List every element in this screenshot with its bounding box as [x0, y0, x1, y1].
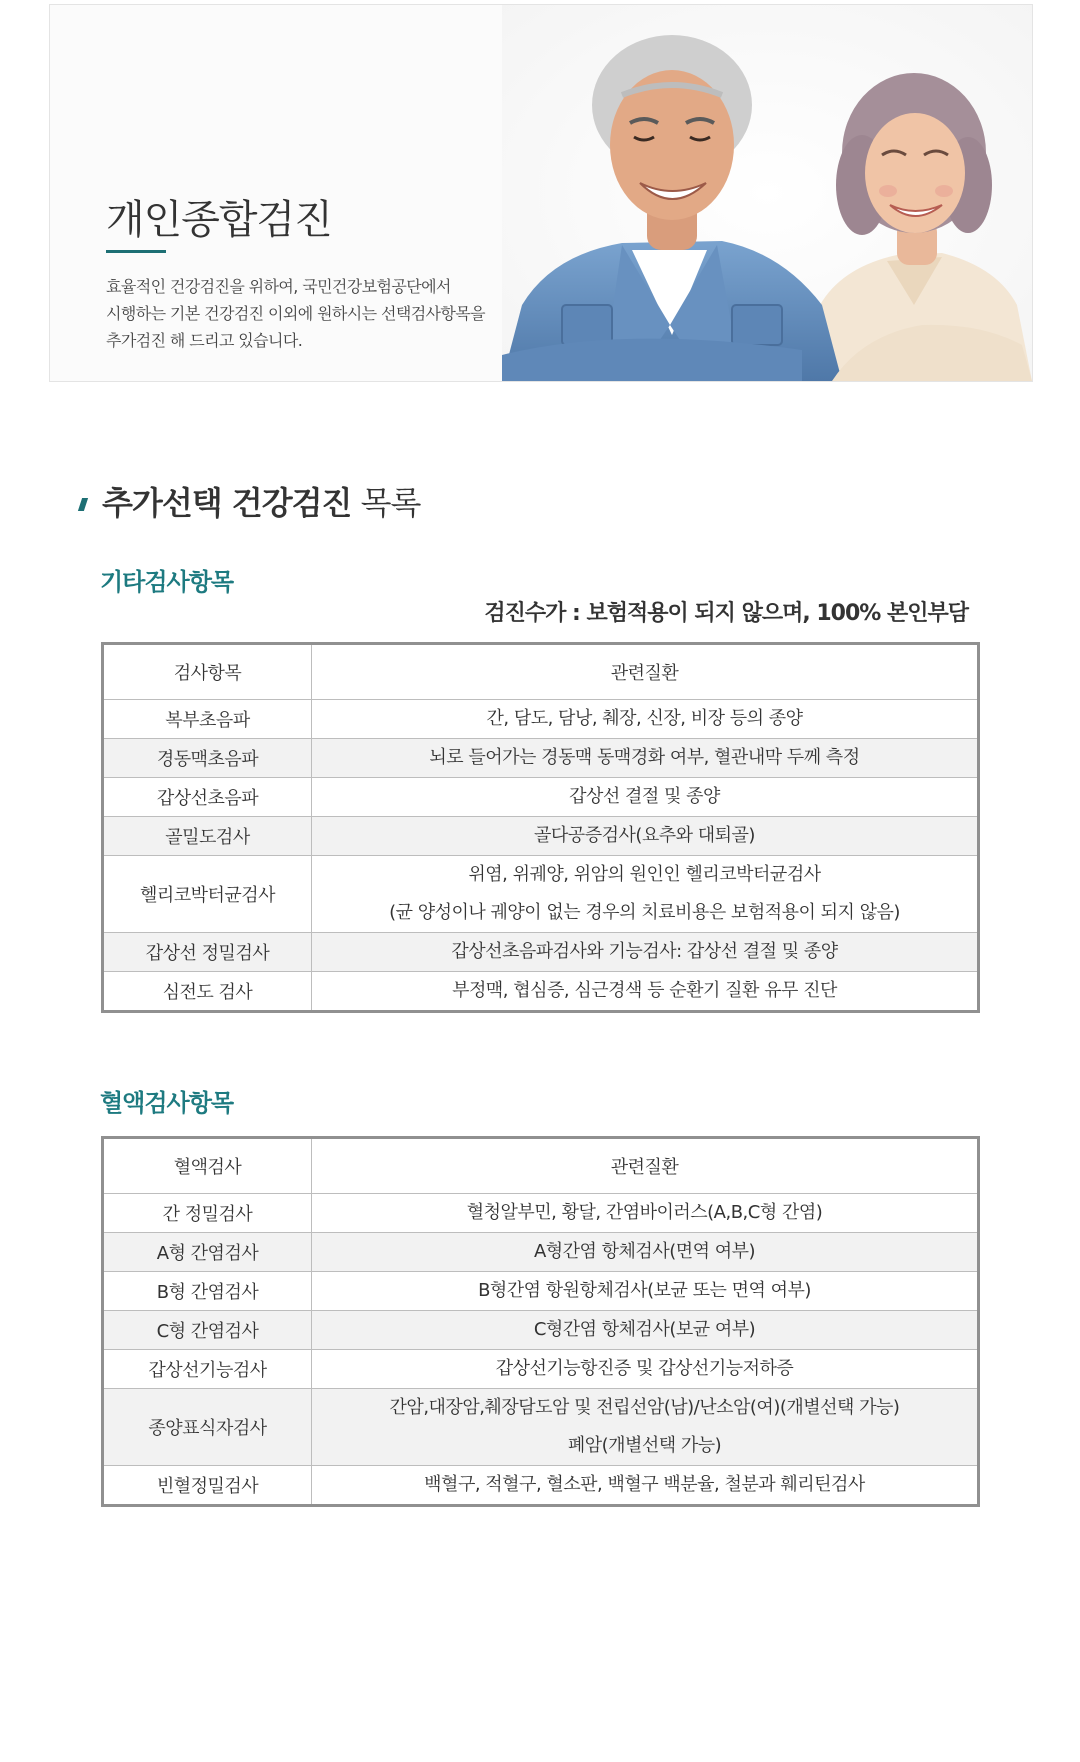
related-disease-line: 부정맥, 협심증, 심근경색 등 순환기 질환 유무 진단: [452, 980, 837, 1001]
related-disease-cell: [312, 1311, 979, 1350]
fee-note: 검진수가 : 보험적용이 되지 않으며, 100% 본인부담: [484, 601, 968, 626]
test-item-cell: 헬리코박터균검사: [103, 856, 312, 933]
test-item-cell: 경동맥초음파: [103, 739, 312, 778]
test-item-cell: 갑상선초음파: [103, 778, 312, 817]
test-item-cell: 골밀도검사: [103, 817, 312, 856]
table-row: [103, 1233, 979, 1272]
test-item-cell: A형 간염검사: [103, 1233, 312, 1272]
related-disease-line: (균 양성이나 궤양이 없는 경우의 치료비용은 보험적용이 되지 않음): [389, 902, 900, 923]
related-disease-cell: [312, 1272, 979, 1311]
table-row: [103, 1350, 979, 1389]
table-header: 관련질환: [312, 1138, 979, 1194]
hero-banner: [49, 4, 1033, 382]
test-item-cell: 간 정밀검사: [103, 1194, 312, 1233]
hero-desc-line: 추가검진 해 드리고 있습니다.: [106, 331, 303, 350]
other-tests-subtitle: 기타검사항목: [100, 568, 234, 596]
blood-tests-table: [101, 1136, 980, 1507]
test-item-cell: 갑상선기능검사: [103, 1350, 312, 1389]
related-disease-cell: [312, 1233, 979, 1272]
other-tests-table: [101, 642, 980, 1013]
related-disease-cell: [312, 856, 979, 933]
table-row: [103, 778, 979, 817]
test-item-cell: C형 간염검사: [103, 1311, 312, 1350]
senior-couple-photo: [502, 5, 1032, 381]
related-disease-line: 간, 담도, 담낭, 췌장, 신장, 비장 등의 종양: [486, 708, 803, 729]
related-disease-cell: [312, 700, 979, 739]
related-disease-line: 간암,대장암,췌장담도암 및 전립선암(남)/난소암(여)(개별선택 가능): [389, 1397, 900, 1418]
table-header: 검사항목: [103, 644, 312, 700]
hero-title-underline: [106, 250, 166, 253]
related-disease-cell: [312, 778, 979, 817]
related-disease-line: 뇌로 들어가는 경동맥 동맥경화 여부, 혈관내막 두께 측정: [429, 747, 860, 768]
hero-description: [106, 273, 526, 354]
section-title: [102, 478, 420, 524]
table-row: [103, 700, 979, 739]
related-disease-cell: [312, 1389, 979, 1466]
test-item-cell: B형 간염검사: [103, 1272, 312, 1311]
related-disease-cell: [312, 1466, 979, 1506]
table-row: [103, 1272, 979, 1311]
test-item-cell: 복부초음파: [103, 700, 312, 739]
related-disease-line: 백혈구, 적혈구, 혈소판, 백혈구 백분율, 철분과 훼리틴검사: [424, 1474, 865, 1495]
related-disease-cell: [312, 817, 979, 856]
section-title-light: 목록: [360, 484, 421, 522]
related-disease-line: C형간염 항체검사(보균 여부): [533, 1319, 756, 1340]
table-header: 관련질환: [312, 644, 979, 700]
test-item-cell: 갑상선 정밀검사: [103, 933, 312, 972]
related-disease-line: 갑상선기능항진증 및 갑상선기능저하증: [495, 1358, 794, 1379]
table-row: [103, 856, 979, 933]
table-row: [103, 1466, 979, 1506]
table-row: [103, 1194, 979, 1233]
related-disease-line: 골다공증검사(요추와 대퇴골): [534, 825, 755, 846]
table-header: 혈액검사: [103, 1138, 312, 1194]
blood-tests-subtitle: 혈액검사항목: [100, 1089, 234, 1117]
related-disease-cell: [312, 933, 979, 972]
related-disease-line: 혈청알부민, 황달, 간염바이러스(A,B,C형 간염): [466, 1202, 823, 1223]
table-row: [103, 933, 979, 972]
hero-desc-line: 효율적인 건강검진을 위하여, 국민건강보험공단에서: [106, 277, 451, 296]
test-item-cell: 빈혈정밀검사: [103, 1466, 312, 1506]
related-disease-cell: [312, 1194, 979, 1233]
hero-desc-line: 시행하는 기본 건강검진 이외에 원하시는 선택검사항목을: [106, 304, 485, 323]
related-disease-cell: [312, 972, 979, 1012]
table-row: [103, 1389, 979, 1466]
table-row: [103, 739, 979, 778]
related-disease-cell: [312, 1350, 979, 1389]
test-item-cell: 심전도 검사: [103, 972, 312, 1012]
section-title-bold: 추가선택 건강검진: [102, 484, 352, 522]
heading-accent-mark: [78, 498, 88, 511]
related-disease-line: A형간염 항체검사(면역 여부): [533, 1241, 756, 1262]
related-disease-line: 위염, 위궤양, 위암의 원인인 헬리코박터균검사: [468, 864, 821, 885]
test-item-cell: 종양표식자검사: [103, 1389, 312, 1466]
hero-title: 개인종합검진: [106, 197, 332, 243]
related-disease-line: B형간염 항원항체검사(보균 또는 면역 여부): [478, 1280, 811, 1301]
table-row: [103, 972, 979, 1012]
related-disease-cell: [312, 739, 979, 778]
related-disease-line: 갑상선 결절 및 종양: [569, 786, 720, 807]
related-disease-line: 갑상선초음파검사와 기능검사: 갑상선 결절 및 종양: [451, 941, 838, 962]
related-disease-line: 폐암(개별선택 가능): [567, 1435, 722, 1456]
table-row: [103, 817, 979, 856]
table-row: [103, 1311, 979, 1350]
